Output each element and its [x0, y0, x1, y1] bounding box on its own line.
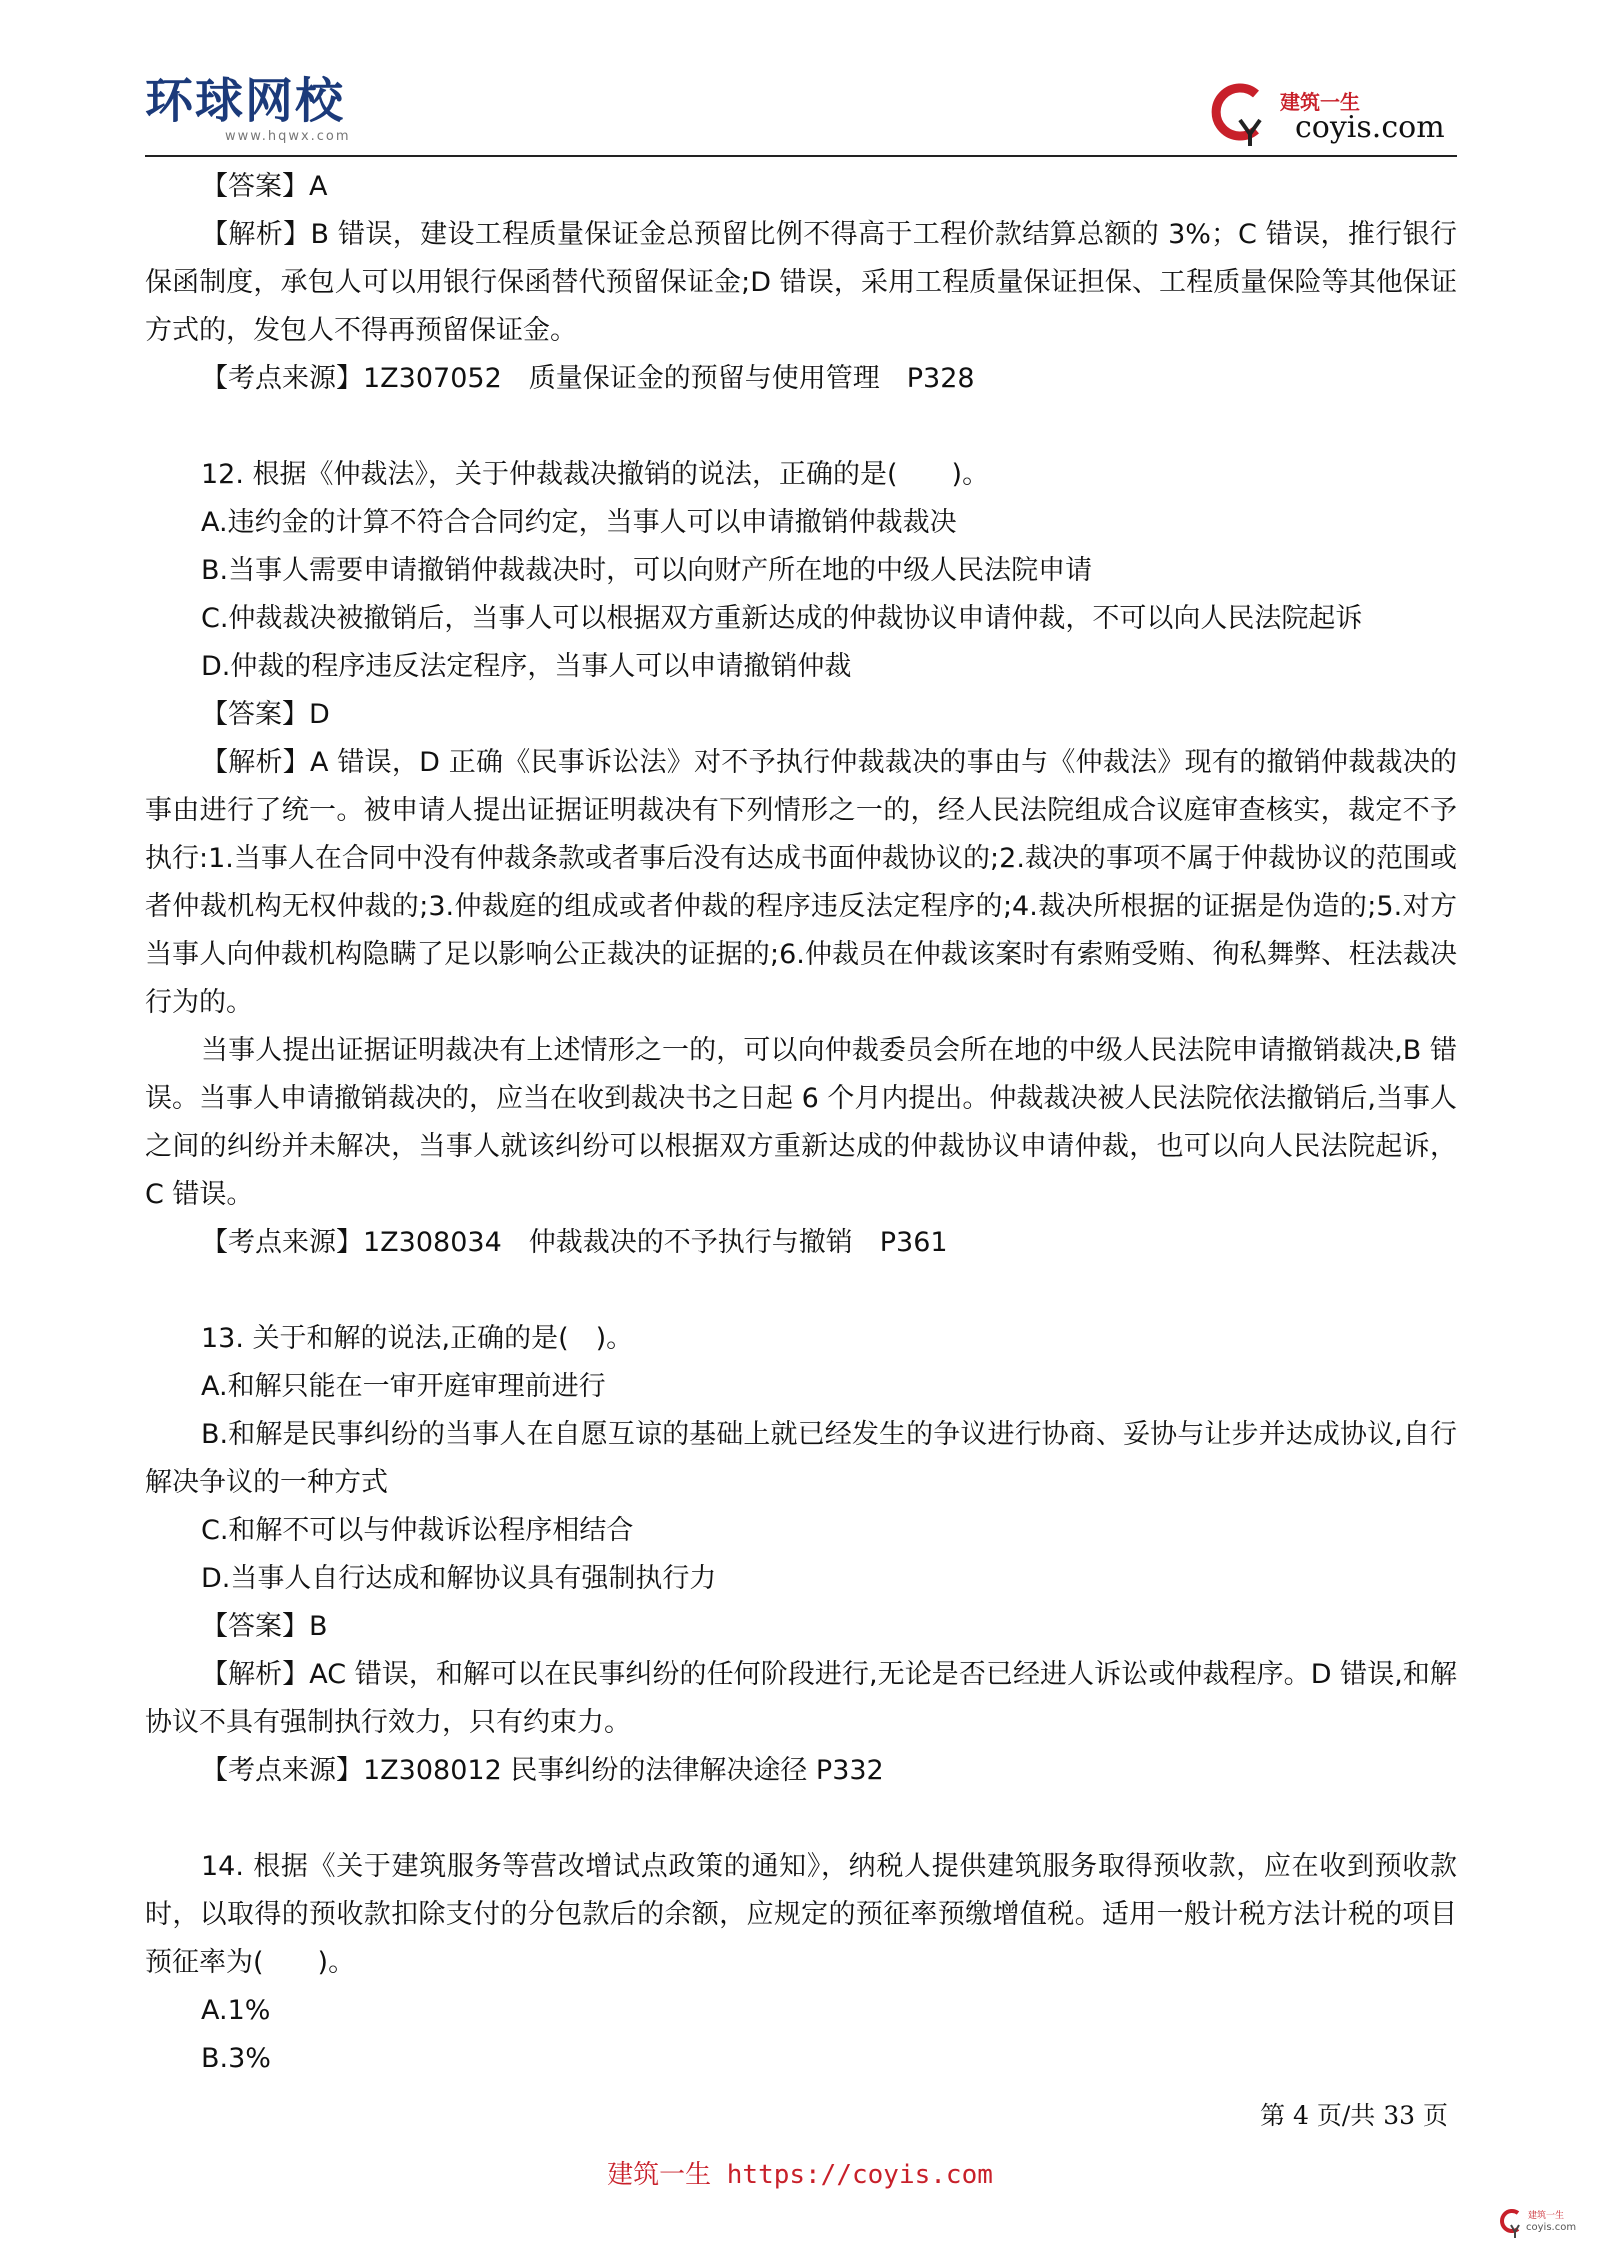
coyis-logo: [1210, 80, 1460, 150]
option-13a: A.和解只能在一审开庭审理前进行: [201, 1371, 606, 1402]
watermark-cn: 建筑一生: [1528, 2211, 1565, 2221]
hqwx-logo: [145, 62, 351, 144]
option-13d: D.当事人自行达成和解协议具有强制执行力: [201, 1563, 717, 1594]
hqwx-logo-text: 环球网校: [145, 73, 346, 129]
option-14a: A.1%: [201, 1995, 271, 2026]
hqwx-logo-url: www.hqwx.com: [225, 129, 351, 144]
footer-site-link[interactable]: 建筑一生 https://coyis.com: [607, 2160, 993, 2190]
coyis-cy-icon: [1210, 80, 1270, 150]
source-13: 【考点来源】1Z308012 民事纠纷的法律解决途径 P332: [201, 1755, 884, 1786]
source-11: 【考点来源】1Z307052 质量保证金的预留与使用管理 P328: [201, 363, 975, 394]
header-divider: [145, 155, 1457, 157]
option-12c: C.仲裁裁决被撤销后，当事人可以根据双方重新达成的仲裁协议申请仲裁，不可以向人民法院起诉: [201, 603, 1363, 634]
answer-13: 【答案】B: [201, 1611, 328, 1642]
coyis-logo-en: coyis.com: [1295, 110, 1445, 145]
option-13c: C.和解不可以与仲裁诉讼程序相结合: [201, 1515, 634, 1546]
spacer: [145, 1267, 1457, 1315]
question-12: 12. 根据《仲裁法》，关于仲裁裁决撤销的说法，正确的是( )。: [201, 459, 990, 490]
analysis-11: 【解析】B 错误，建设工程质量保证金总预留比例不得高于工程价款结算总额的 3%；C 错误，推行银行保函制度，承包人可以用银行保函替代预留保证金;D 错误，采用工程质量保证担保、工程质量保险等其他保证方式的，发包人不得再预留保证金。: [145, 219, 1457, 346]
spacer: [145, 1795, 1457, 1843]
option-12d: D.仲裁的程序违反法定程序，当事人可以申请撤销仲裁: [201, 651, 852, 682]
answer-12: 【答案】D: [201, 699, 330, 730]
analysis-12: 【解析】A 错误，D 正确《民事诉讼法》对不予执行仲裁裁决的事由与《仲裁法》现有的撤销仲裁裁决的事由进行了统一。被申请人提出证据证明裁决有下列情形之一的，经人民法院组成合议庭审查核实，裁定不予执行:1.当事人在合同中没有仲裁条款或者事后没有达成书面仲裁协议的;2.裁决的事项不属于仲裁协议的范围或者仲裁机构无权仲裁的;3.仲裁庭的组成或者仲裁的程序违反法定程序的;4.裁决所根据的证据是伪造的;5.对方当事人向仲裁机构隐瞒了足以影响公正裁决的证据的;6.仲裁员在仲裁该案时有索贿受贿、徇私舞弊、枉法裁决行为的。: [145, 747, 1457, 1018]
watermark-en: coyis.com: [1526, 2222, 1577, 2233]
analysis-12-cont: 当事人提出证据证明裁决有上述情形之一的，可以向仲裁委员会所在地的中级人民法院申请撤销裁决,B 错误。当事人申请撤销裁决的，应当在收到裁决书之日起 6 个月内提出。仲裁裁决被人民法院依法撤销后,当事人之间的纠纷并未解决，当事人就该纠纷可以根据双方重新达成的仲裁协议申请仲裁，也可以向人民法院起诉，C 错误。: [145, 1035, 1457, 1210]
option-12b: B.当事人需要申请撤销仲裁裁决时，可以向财产所在地的中级人民法院申请: [201, 555, 1093, 586]
page-number: 第 4 页/共 33 页: [1260, 2101, 1448, 2130]
option-13b: B.和解是民事纠纷的当事人在自愿互谅的基础上就已经发生的争议进行协商、妥协与让步并达成协议,自行解决争议的一种方式: [145, 1419, 1457, 1498]
option-14b: B.3%: [201, 2043, 271, 2074]
answer-11: 【答案】A: [201, 171, 328, 202]
question-13: 13. 关于和解的说法,正确的是( )。: [201, 1323, 634, 1354]
spacer: [145, 403, 1457, 451]
option-12a: A.违约金的计算不符合合同约定，当事人可以申请撤销仲裁裁决: [201, 507, 957, 538]
source-12: 【考点来源】1Z308034 仲裁裁决的不予执行与撤销 P361: [201, 1227, 948, 1258]
document-body: [145, 163, 1457, 2083]
watermark-cy-icon: [1498, 2206, 1524, 2240]
coyis-logo-cn: 建筑一生: [1280, 90, 1360, 114]
analysis-13: 【解析】AC 错误，和解可以在民事纠纷的任何阶段进行,无论是否已经进人诉讼或仲裁程序。D 错误,和解协议不具有强制执行效力，只有约束力。: [145, 1659, 1457, 1738]
corner-watermark: [1498, 2206, 1577, 2242]
question-14: 14. 根据《关于建筑服务等营改增试点政策的通知》，纳税人提供建筑服务取得预收款，应在收到预收款时，以取得的预收款扣除支付的分包款后的余额，应规定的预征率预缴增值税。适用一般计税方法计税的项目预征率为( )。: [145, 1851, 1457, 1978]
